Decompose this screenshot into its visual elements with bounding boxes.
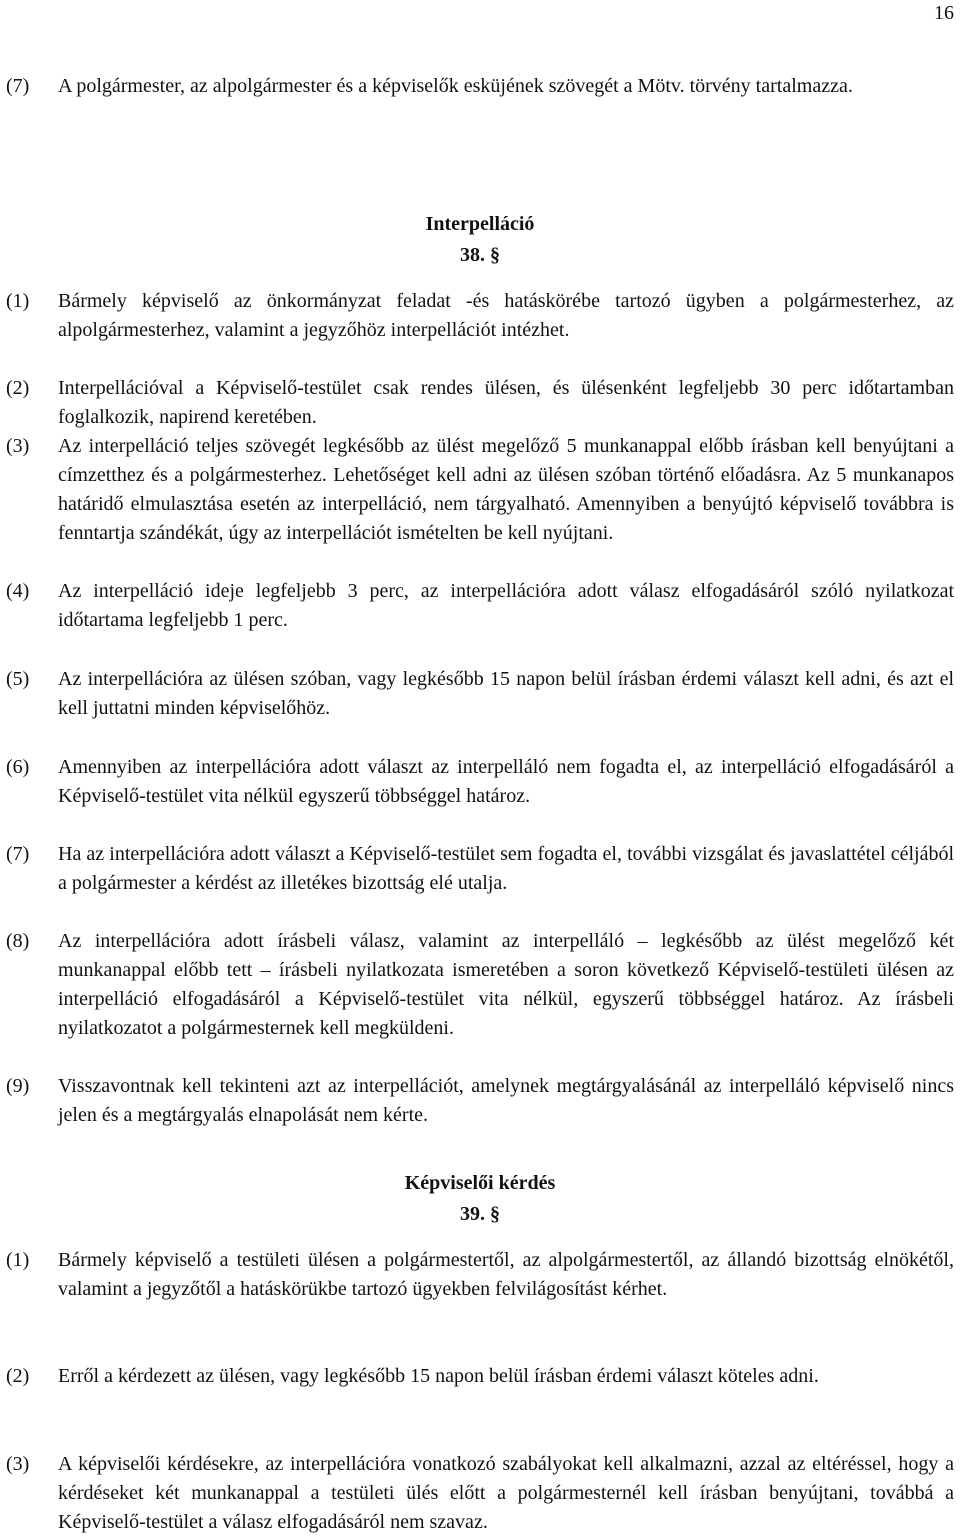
section-title: Interpelláció <box>425 213 535 235</box>
paragraph-number: (1) <box>6 1249 30 1271</box>
paragraph <box>6 665 954 723</box>
paragraph-number: (3) <box>6 435 30 457</box>
paragraph-number: (7) <box>6 75 30 97</box>
paragraph <box>6 1450 954 1537</box>
paragraph <box>6 1246 954 1304</box>
paragraph <box>6 1362 954 1391</box>
paragraph <box>6 927 954 1043</box>
paragraph <box>6 374 954 432</box>
paragraph <box>6 753 954 811</box>
paragraph-text: Az interpelláció ideje legfeljebb 3 perc, az interpellációra adott válasz elfogadásáról szóló nyilatkozat időtartama legfeljebb 1 perc. <box>58 580 954 631</box>
paragraph-text: Bármely képviselő az önkormányzat feladat -és hatáskörébe tartozó ügyben a polgármesterhez, az alpolgármesterhez, valamint a jegyzőhöz interpellációt intézhet. <box>58 290 954 341</box>
page-number: 16 <box>934 2 954 24</box>
paragraph-text: Ha az interpellációra adott választ a Képviselő-testület sem fogadta el, további vizsgálat és javaslattétel céljából a polgármester a kérdést az illetékes bizottság elé utalja. <box>58 843 954 894</box>
paragraph-number: (6) <box>6 756 30 778</box>
paragraph-number: (5) <box>6 668 30 690</box>
paragraph-text: Bármely képviselő a testületi ülésen a polgármestertől, az alpolgármestertől, az állandó bizottság elnökétől, valamint a jegyzőtől a hatáskörükbe tartozó ügyekben felvilágosítást kérhet. <box>58 1249 954 1300</box>
section-title: Képviselői kérdés <box>404 1172 556 1194</box>
paragraph-intro <box>6 72 954 101</box>
paragraph-text: A képviselői kérdésekre, az interpellációra vonatkozó szabályokat kell alkalmazni, azzal az eltéréssel, hogy a kérdéseket két munkanappal a testületi ülés előtt a polgármesternél kell írásban benyújtani, továbbá a Képviselő-testület a válasz elfogadásáról nem szavaz. <box>58 1453 954 1533</box>
paragraph-number: (1) <box>6 290 30 312</box>
paragraph-text: Amennyiben az interpellációra adott választ az interpelláló nem fogadta el, az interpelláció elfogadásáról a Képviselő-testület vita nélkül egyszerű többséggel határoz. <box>58 756 954 807</box>
paragraph-text: Az interpellációra adott írásbeli válasz, valamint az interpelláló – legkésőbb az ülést megelőző két munkanappal előbb tett – írásbeli nyilatkozata ismeretében a soron következő Képviselő-testületi ülésen az interpelláció elfogadásáról a Képviselő-testület vita nélkül, egyszerű többséggel határoz. Az írásbeli nyilatkozatot a polgármesternek kell megküldeni. <box>58 930 954 1039</box>
paragraph-text: Az interpellációra az ülésen szóban, vagy legkésőbb 15 napon belül írásban érdemi választ kell adni, és azt el kell juttatni minden képviselőhöz. <box>58 668 954 719</box>
paragraph-number: (3) <box>6 1453 30 1475</box>
section-number: 38. § <box>460 244 500 266</box>
section-number: 39. § <box>460 1203 500 1225</box>
paragraph-number: (2) <box>6 1365 30 1387</box>
paragraph <box>6 287 954 345</box>
paragraph <box>6 577 954 635</box>
paragraph-text: Interpellációval a Képviselő-testület csak rendes ülésen, és ülésenként legfeljebb 30 perc időtartamban foglalkozik, napirend keretében. <box>58 377 954 428</box>
paragraph-number: (9) <box>6 1075 30 1097</box>
paragraph-text: Visszavontnak kell tekinteni azt az interpellációt, amelynek megtárgyalásánál az interpelláló képviselő nincs jelen és a megtárgyalás elnapolását nem kérte. <box>58 1075 954 1126</box>
paragraph-number: (8) <box>6 930 30 952</box>
paragraph-number: (2) <box>6 377 30 399</box>
paragraph-text: Erről a kérdezett az ülésen, vagy legkésőbb 15 napon belül írásban érdemi választ köteles adni. <box>58 1365 819 1387</box>
paragraph <box>6 1072 954 1130</box>
paragraph <box>6 840 954 898</box>
paragraph-text: Az interpelláció teljes szövegét legkésőbb az ülést megelőző 5 munkanappal előbb írásban kell benyújtani a címzetthez és a polgármesterhez. Lehetőséget kell adni az ülésen szóban történő előadásra. Az 5 munkanapos határidő elmulasztása esetén az interpelláció, nem tárgyalható. Amennyiben a benyújtó képviselő továbbra is fenntartja szándékát, úgy az interpellációt ismételten be kell nyújtani. <box>58 435 954 544</box>
paragraph-number: (4) <box>6 580 30 602</box>
paragraph-text: A polgármester, az alpolgármester és a képviselők esküjének szövegét a Mötv. törvény tartalmazza. <box>58 75 853 97</box>
paragraph <box>6 432 954 548</box>
paragraph-number: (7) <box>6 843 30 865</box>
